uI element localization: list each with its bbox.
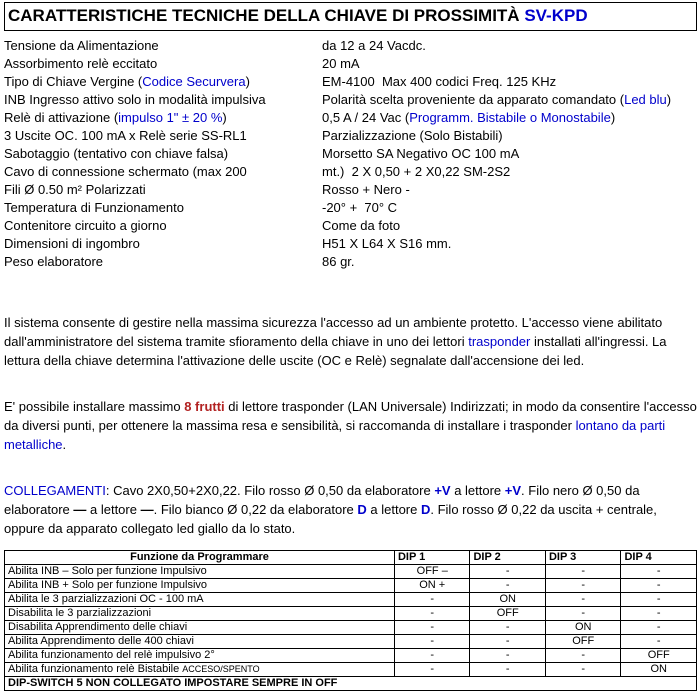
text-run: 86 gr.	[322, 254, 355, 269]
function-cell	[5, 593, 395, 607]
model-name: SV-KPD	[524, 6, 588, 25]
text-run: da 12 a 24 Vacdc.	[322, 38, 426, 53]
text-run: Disabilita le 3 parzializzazioni	[8, 607, 152, 619]
text-run: ACCESO/SPENTO	[182, 664, 260, 674]
inline-link[interactable]: lontano da parti metalliche	[4, 418, 666, 452]
spec-row	[4, 55, 697, 73]
text-run: Assorbimento relè eccitato	[4, 56, 158, 71]
table-row	[5, 621, 697, 635]
inline-link[interactable]: +V	[434, 483, 451, 498]
spec-label	[4, 55, 322, 73]
text-run: —	[73, 502, 87, 517]
spec-label	[4, 181, 322, 199]
text-run: Parzializzazione (Solo Bistabili)	[322, 128, 503, 143]
function-cell	[5, 635, 395, 649]
text-run: . Filo nero Ø 0,50 da elaboratore	[4, 483, 640, 517]
spec-row	[4, 235, 697, 253]
dip-value-cell: ON	[621, 663, 697, 677]
text-run: EM-4100 Max 400 codici Freq. 125 KHz	[322, 74, 557, 89]
text-run: )	[666, 92, 672, 107]
text-run: a lettore	[366, 502, 421, 517]
function-cell	[5, 579, 395, 593]
spec-value	[322, 181, 697, 199]
text-run: Cavo di connessione schermato (max 200	[4, 164, 247, 179]
text-run: Contenitore circuito a giorno	[4, 218, 167, 233]
text-run: Abilita funzionamento relè Bistabile	[8, 663, 183, 675]
spec-value	[322, 37, 697, 55]
spec-label	[4, 199, 322, 217]
inline-link[interactable]: trasponder	[468, 334, 531, 349]
function-cell	[5, 565, 395, 579]
spec-label	[4, 145, 322, 163]
spec-value	[322, 145, 697, 163]
dip-value-cell: -	[545, 663, 621, 677]
header-dip-3: DIP 3	[545, 551, 621, 565]
inline-link[interactable]: Programm. Bistabile o Monostabile	[409, 110, 611, 125]
text-run: Abilita INB + Solo per funzione Impulsivo	[8, 579, 208, 591]
paragraph	[4, 313, 697, 370]
text-run: . Filo rosso Ø 0,22 da uscita + centrale, oppure da apparato collegato led giallo da lo stato.	[4, 502, 657, 536]
dip-value-cell: -	[621, 579, 697, 593]
dip-value-cell: -	[470, 565, 546, 579]
spec-label	[4, 109, 322, 127]
dip-value-cell: -	[621, 635, 697, 649]
table-row	[5, 607, 697, 621]
spec-row	[4, 199, 697, 217]
text-run: Rosso + Nero -	[322, 182, 410, 197]
paragraph	[4, 397, 697, 454]
text-run: 8 frutti	[184, 399, 225, 414]
text-run: installati all'ingressi. La lettura della chiave determina l'attivazione delle uscite (OC e Relè) segnalate dall'accensione dei led.	[4, 334, 667, 368]
text-run: Abilita INB – Solo per funzione Impulsivo	[8, 565, 207, 577]
inline-link[interactable]: D	[420, 502, 431, 517]
text-run: H51 X L64 X S16 mm.	[322, 236, 452, 251]
page-title: CARATTERISTICHE TECNICHE DELLA CHIAVE DI PROSSIMITÀ	[8, 6, 525, 25]
text-run: E' possibile installare massimo	[4, 399, 185, 414]
title-bar	[4, 2, 697, 31]
spec-row	[4, 163, 697, 181]
spec-value	[322, 163, 697, 181]
dip-value-cell: -	[394, 635, 470, 649]
text-run: Morsetto SA Negativo OC 100 mA	[322, 146, 520, 161]
function-cell	[5, 649, 395, 663]
table-row	[5, 649, 697, 663]
spec-value	[322, 253, 697, 271]
text-run: : Cavo 2X0,50+2X0,22. Filo rosso Ø 0,50 da elaboratore	[105, 483, 435, 498]
dip-value-cell: -	[621, 621, 697, 635]
spec-value	[322, 73, 697, 91]
inline-link[interactable]: Led blu	[624, 92, 667, 107]
table-row	[5, 565, 697, 579]
spec-row	[4, 253, 697, 271]
spec-label	[4, 37, 322, 55]
dip-value-cell: -	[394, 593, 470, 607]
text-run: Dimensioni di ingombro	[4, 236, 140, 251]
paragraph	[4, 481, 697, 538]
header-funzione: Funzione da Programmare	[5, 551, 395, 565]
dip-value-cell: -	[470, 635, 546, 649]
text-run: )	[610, 110, 616, 125]
dip-value-cell: -	[545, 565, 621, 579]
dip-value-cell: OFF	[545, 635, 621, 649]
text-run: Abilita Apprendimento delle 400 chiavi	[8, 635, 194, 647]
spec-row	[4, 37, 697, 55]
header-dip-4: DIP 4	[621, 551, 697, 565]
dip-value-cell: -	[545, 579, 621, 593]
text-run: Temperatura di Funzionamento	[4, 200, 184, 215]
table-row	[5, 579, 697, 593]
spec-value	[322, 127, 697, 145]
dip-value-cell: OFF –	[394, 565, 470, 579]
text-run: —	[140, 502, 154, 517]
text-run: Il sistema consente di gestire nella massima sicurezza l'accesso ad un ambiente protetto. L'accesso viene abilitato dall'amministratore del sistema tramite sfioramento della chiave in uno dei lettori	[4, 315, 663, 349]
dip-value-cell: OFF	[621, 649, 697, 663]
spec-row	[4, 127, 697, 145]
text-run: Abilita le 3 parzializzazioni OC - 100 mA	[8, 593, 204, 605]
text-run: Sabotaggio (tentativo con chiave falsa)	[4, 146, 229, 161]
spec-row	[4, 145, 697, 163]
spec-row	[4, 217, 697, 235]
table-row	[5, 593, 697, 607]
text-run: Relè di attivazione (	[4, 110, 119, 125]
spec-value	[322, 217, 697, 235]
spec-row	[4, 181, 697, 199]
dip-value-cell: OFF	[470, 607, 546, 621]
spec-value	[322, 199, 697, 217]
spec-label	[4, 217, 322, 235]
dip-value-cell: -	[621, 607, 697, 621]
dip-value-cell: -	[394, 607, 470, 621]
spec-value	[322, 235, 697, 253]
dip-value-cell: ON +	[394, 579, 470, 593]
inline-link[interactable]: D	[357, 502, 367, 517]
description-paragraphs	[4, 313, 697, 538]
text-run: Peso elaboratore	[4, 254, 104, 269]
dip-value-cell: -	[470, 579, 546, 593]
text-run: a lettore	[450, 483, 505, 498]
text-run: Abilita funzionamento del relè impulsivo 2°	[8, 649, 215, 661]
dip-value-cell: -	[545, 593, 621, 607]
spec-list	[4, 37, 697, 271]
text-run: a lettore	[86, 502, 141, 517]
dip-value-cell: -	[394, 621, 470, 635]
inline-link[interactable]: impulso 1" ± 20 %	[118, 110, 223, 125]
spec-row	[4, 73, 697, 91]
table-row	[5, 635, 697, 649]
table-row	[5, 663, 697, 677]
text-run: Tipo di Chiave Vergine (	[4, 74, 143, 89]
text-run: .	[62, 437, 67, 452]
spec-row	[4, 109, 697, 127]
header-dip-2: DIP 2	[470, 551, 546, 565]
spec-value	[322, 55, 697, 73]
text-run: 0,5 A / 24 Vac (	[322, 110, 410, 125]
dip-value-cell: ON	[545, 621, 621, 635]
spec-value	[322, 91, 697, 109]
dip-value-cell: -	[470, 663, 546, 677]
text-run: Come da foto	[322, 218, 401, 233]
function-cell	[5, 663, 395, 677]
dip-value-cell: -	[470, 621, 546, 635]
inline-link[interactable]: +V	[504, 483, 522, 498]
dip-value-cell: -	[621, 593, 697, 607]
text-run: Polarità scelta proveniente da apparato comandato (	[322, 92, 625, 107]
spec-label	[4, 73, 322, 91]
dip-switch5-note: DIP-SWITCH 5 NON COLLEGATO IMPOSTARE SEMPRE IN OFF	[5, 677, 697, 691]
text-run: )	[245, 74, 250, 89]
text-run: )	[222, 110, 227, 125]
spec-label	[4, 127, 322, 145]
spec-label	[4, 253, 322, 271]
text-run: Tensione da Alimentazione	[4, 38, 159, 53]
dip-value-cell: -	[621, 565, 697, 579]
dip-value-cell: -	[545, 607, 621, 621]
text-run: -20° + 70° C	[322, 200, 398, 215]
dip-value-cell: -	[545, 649, 621, 663]
spec-label	[4, 235, 322, 253]
text-run: 3 Uscite OC. 100 mA x Relè serie SS-RL1	[4, 128, 247, 143]
text-run: . Filo bianco Ø 0,22 da elaboratore	[153, 502, 358, 517]
text-run: Fili Ø 0.50 m² Polarizzati	[4, 182, 146, 197]
inline-link[interactable]: COLLEGAMENTI	[4, 483, 106, 498]
dip-value-cell: -	[394, 663, 470, 677]
function-cell	[5, 607, 395, 621]
text-run: Disabilita Apprendimento delle chiavi	[8, 621, 188, 633]
spec-label	[4, 91, 322, 109]
function-cell	[5, 621, 395, 635]
table-footer-row	[5, 677, 697, 691]
header-dip-1: DIP 1	[394, 551, 470, 565]
inline-link[interactable]: Codice Securvera	[142, 74, 246, 89]
text-run: mt.) 2 X 0,50 + 2 X0,22 SM-2S2	[322, 164, 511, 179]
text-run: 20 mA	[322, 56, 360, 71]
dip-value-cell: -	[394, 649, 470, 663]
spec-value	[322, 109, 697, 127]
text-run: INB Ingresso attivo solo in modalità impulsiva	[4, 92, 266, 107]
spec-row	[4, 91, 697, 109]
text-run: di lettore trasponder (LAN Universale) Indirizzati; in modo da consentire l'accesso da diversi punti, per ottenere la massima resa e sensibilità, si raccomanda di installare i trasponder	[4, 399, 697, 433]
dip-value-cell: ON	[470, 593, 546, 607]
table-header-row	[5, 551, 697, 565]
dip-value-cell: -	[470, 649, 546, 663]
spec-label	[4, 163, 322, 181]
dip-switch-table	[4, 550, 697, 691]
